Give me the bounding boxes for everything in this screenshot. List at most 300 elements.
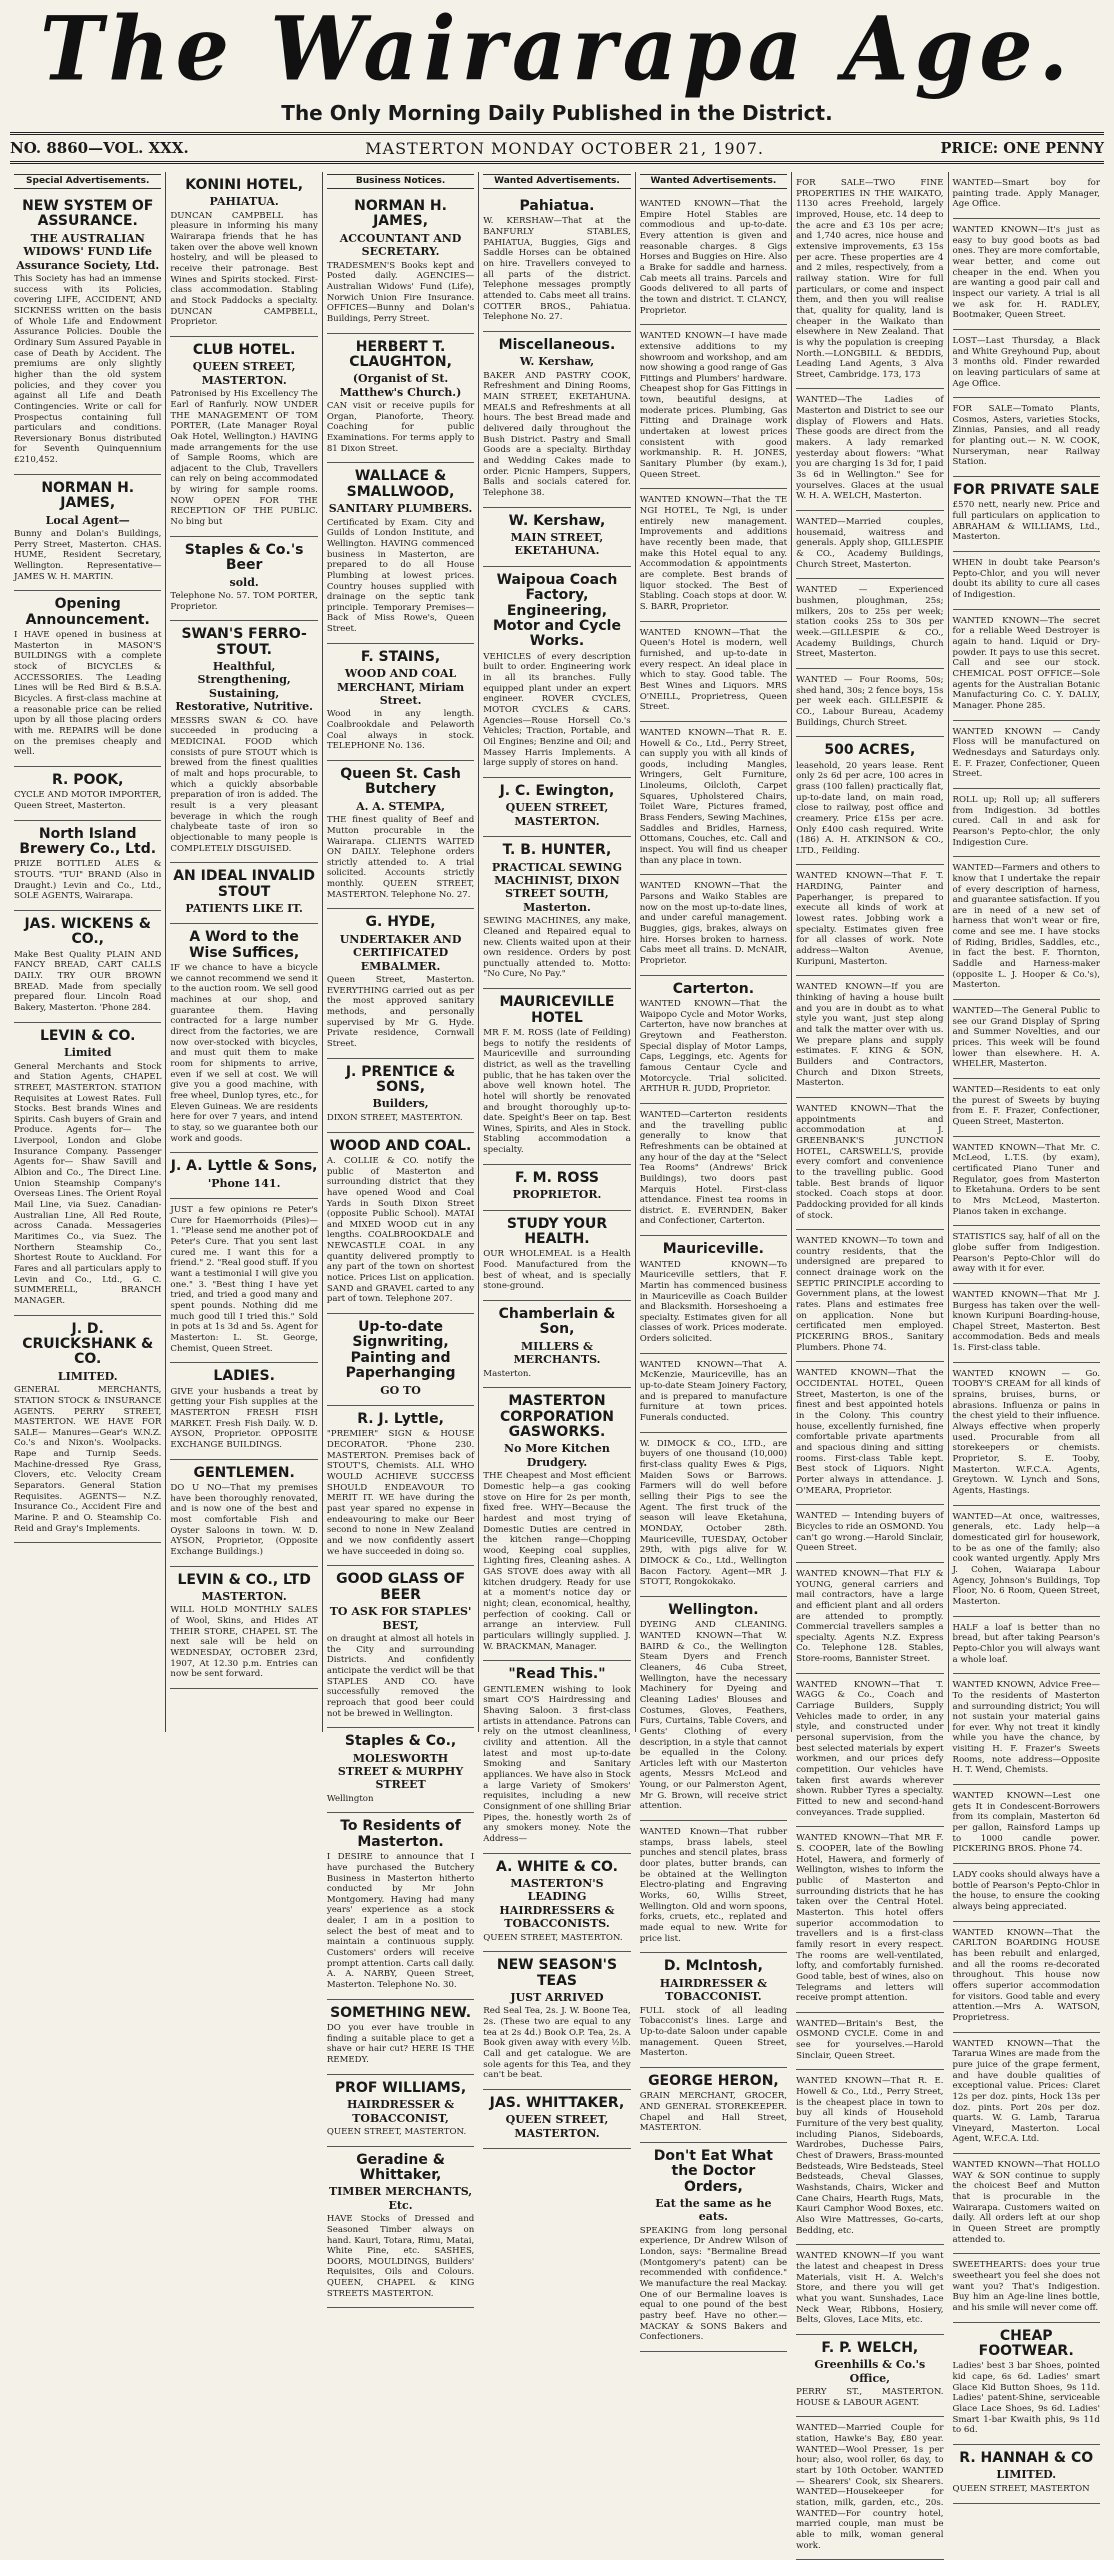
ad-body: MESSRS SWAN & CO. have succeeded in producing a MEDICINAL FOOD which consists of pure STOUT which is brewed from the finest qualities of malt and hops procurable, to which a quickly absorbable preparation of iron is added. The result is a very pleasant beverage in which the rough chalybeate taste of iron so objectionable to many people is COMPLETELY DISGUISED. <box>170 715 318 854</box>
ad-subheading: MOLESWORTH STREET & MURPHY STREET <box>337 1751 464 1792</box>
advertisement <box>796 669 943 737</box>
advertisement <box>483 1661 630 1853</box>
ad-heading: NORMAN H. JAMES, <box>354 197 447 230</box>
advertisement <box>953 789 1100 857</box>
ad-subheading: Local Agent— <box>45 513 130 527</box>
ad-body: WANTED KNOWN—Lest one gets It in Condescent-Borrowers from its complain, Masterton 6d per gallon, Rainsford Lamps up to 1000 candle power. PICKERING BROS. Phone 74. <box>952 1791 1100 1855</box>
advertisement <box>796 737 943 865</box>
ad-body: DUNCAN CAMPBELL has pleasure in informing his many Wairarapa friends that he has taken over the above well known hostelry, and will be pleased to receive their patronage. Best Wines and Spirits stocked. First-class accommodation. Stabling and Stock Paddocks a specialty. DUNCAN CAMPBELL, Proprietor. <box>170 210 318 328</box>
ad-body: Wellington <box>326 1793 374 1804</box>
ad-body: WANTED—Married couples, housemaid, waitress and generals. Apply shop, GILLESPIE & CO., Academy Buildings, Church Street, Masterton. <box>796 517 944 570</box>
advertisement <box>796 389 943 511</box>
ad-heading: Opening Announcement. <box>25 596 150 628</box>
ad-heading: J. A. Lyttle & Sons, <box>170 1158 318 1175</box>
advertisement <box>170 1567 317 1689</box>
ad-heading: Miscellaneous. <box>498 336 616 353</box>
ad-heading: LEVIN & CO. <box>40 1027 136 1044</box>
advertisement <box>483 193 630 332</box>
advertisement <box>953 1137 1100 1227</box>
columns-container <box>10 172 1104 2551</box>
newspaper-column <box>166 172 322 1732</box>
ad-subheading: SANITARY PLUMBERS. <box>328 502 473 516</box>
ad-body: MR F. M. ROSS (late of Feilding) begs to notify the residents of Mauriceville and surrounding district, as well as the travelling public, that he has taken over the above well known hotel. The hotel will shortly be renovated and brought thoroughly up-to-date. Speight's Beer on tap. Best Wines, Spirits, and Ales in Stock. Stabling accommodation a specialty. <box>483 1027 631 1156</box>
advertisement <box>796 1827 943 2013</box>
ad-body: WANTED—Married Couple for station, Hawke's Bay, £80 year. WANTED—Wool Presser, 1s per hour; also, wool roller, 6s day, to start by 10th October. WANTED — Shearers' Cook, six Shearers. WANTED—Housekeeper for station, milk, garden, etc., 20s. WANTED—For country hotel, married couple, man must be able to milk, woman general work. <box>796 2423 944 2551</box>
advertisement <box>14 193 161 475</box>
advertisement <box>483 1854 630 1953</box>
advertisement <box>327 1406 474 1566</box>
ad-body: OUR WHOLEMEAL is a Health Food. Manufactured from the best of wheat, and is specially stone-ground. <box>483 1249 631 1292</box>
ad-body: WANTED KNOWN—That A. McKenzie, Mauriceville, has an up-to-date Steam Joinery Factory, and is prepared to manufacture furniture at town prices. Funerals conducted. <box>639 1359 788 1424</box>
ad-subheading: LIMITED. <box>996 2468 1057 2482</box>
newspaper-column <box>636 172 792 2343</box>
advertisement <box>170 537 317 622</box>
issue-date: MASTERTON MONDAY OCTOBER 21, 1907. <box>365 138 764 158</box>
ad-body: WANTED KNOWN—That the OCCIDENTAL HOTEL, Queen Street, Masterton, is one of the finest and best appointed hotels in the Colony. This country house, excellently furnished, fine comfortable private apartments and spacious dining and sitting rooms. First-class Table kept. Best stock of Liquors. Night Porter always in attendance. J. O'MEARA, Proprietor. <box>796 1368 944 1496</box>
ad-subheading: Builders, <box>372 1097 429 1111</box>
ad-body: WANTED KNOWN—It's just as easy to buy good boots as bad ones. They are more comfortable, wear better, and come out cheaper in the end. When you are wanting a good pair call and inspect our variety. A trial is all we ask for. H. RADLEY, Bootmaker, Queen Street. <box>952 224 1100 321</box>
ad-heading: PROF WILLIAMS, <box>334 2079 467 2096</box>
ad-body: Bunny and Dolan's Buildings, Perry Street, Masterton. CHAS. HUME, Resident Secretary, Wellington. Representative— JAMES W. H. MARTIN. <box>14 528 162 582</box>
newspaper-column <box>323 172 479 2299</box>
ad-body: CYCLE AND MOTOR IMPORTER, Queen Street, Masterton. <box>14 790 162 811</box>
advertisement <box>483 1301 630 1388</box>
column-heading: Business Notices. <box>327 174 474 189</box>
advertisement <box>953 721 1100 789</box>
advertisement <box>327 644 474 761</box>
advertisement <box>14 475 161 591</box>
ad-body: WANTED KNOWN—That the Queen's Hotel is modern, well furnished, and up-to-date in every respect. An ideal place in which to stay. Good table. The Best Wines and Liquors. MRS O'NEILL, Proprietress, Queen Street. <box>639 627 788 713</box>
advertisement <box>953 219 1100 330</box>
advertisement <box>170 337 317 537</box>
ad-heading: LEVIN & CO., LTD <box>177 1571 311 1588</box>
ad-heading: Don't Eat What the Doctor Orders, <box>653 2147 773 2195</box>
newspaper-title: The Wairarapa Age. <box>39 0 1074 101</box>
ad-body: WANTED—Farmers and others to know that I undertake the repair of every description of harness, and guarantee satisfaction. If you are in need of a new set of harness that won't wear or fire, come and see me. I have stocks of Riding, Bridles, Saddles, etc., in fact the best. F. Thornton, Saddle and Harness-maker (opposite L. J. Hooper & Co.'s), Masterton. <box>952 863 1100 991</box>
ad-heading: "Read This." <box>508 1666 606 1683</box>
ad-heading: STUDY YOUR HEALTH. <box>506 1215 608 1247</box>
advertisement <box>953 610 1100 721</box>
ad-heading: A. WHITE & CO. <box>496 1858 618 1875</box>
ad-body: A. COLLIE & CO. notify the public of Masterton and surrounding district that they have opened Wood and Coal Yards in South Dixon Street (opposite Public School). MATAI and MIXED WOOD cut in any lengths. COALBROOKDALE and NEWCASTLE COAL in any quantity delivered promptly to any part of the town on shortest notice. Prices List on application. SAND and GRAVEL carted to any part of town. Telephone 207. <box>326 1155 475 1305</box>
advertisement <box>640 1953 787 2067</box>
advertisement <box>327 1314 474 1406</box>
ad-body: leasehold, 20 years lease. Rent only 2s 6d per acre, 100 acres in grass (100 fallen) practically flat, up-to-date land, on main road, close to railway, post office and creamery. Price £15s per acre. Only £400 cash required. Write (186) A. H. ATKINSON & CO., LTD., Feilding. <box>796 760 944 856</box>
ad-heading: A Word to the Wise Suffices, <box>189 929 300 961</box>
advertisement <box>640 722 787 876</box>
advertisement <box>640 1354 787 1433</box>
advertisement <box>327 463 474 643</box>
ad-body: Ladies' best 3 bar Shoes, pointed kid cape, 6s 6d. Ladies' smart Glace Kid Button Shoes, 9s 11d. Ladies' patent-Shine, serviceable Glace Lace Shoes, 9s 6d. Ladies' Smart 1-bar Kwaith phis, 9s 11d to 6d. <box>952 2361 1100 2436</box>
advertisement <box>953 552 1100 610</box>
ad-heading: MASTERTON CORPORATION GASWORKS. <box>499 1393 614 1441</box>
ad-body: WHEN in doubt take Pearson's Pepto-Chlor, and you will never doubt its ability to cure all cases of Indigestion. <box>952 558 1100 601</box>
ad-subheading: No More Kitchen Drudgery. <box>504 1442 610 1469</box>
ad-body: WANTED KNOWN—That the Waipopo Cycle and Motor Works, Carterton, have now branches at Greytown and Featherston. Special display of Motor Lamps, Caps, Leggings, etc. Agents for famous Centaur Cycle and Motorcycle. Trial solicited. ARTHUR R. JUDD, Proprietor. <box>639 999 788 1095</box>
ad-body: WANTED KNOWN—If you want the latest and cheapest in Dress Materials, visit H. A. Welch's Store, and there you will get what you want. Sunshades, Lace Neck Wear, Ribbons, Hosiery, Belts, Gloves, Lace Mits, etc. <box>796 2251 944 2326</box>
advertisement <box>953 1674 1100 1785</box>
ad-body: WANTED KNOWN—That FLY & YOUNG, general carriers and mail contractors, have a large and efficient plant and all orders are attended to promptly. Commercial travellers samples a specialty. Agents N.Z. Express Co. Telephone 128. Stables, Store-rooms, Bannister Street. <box>796 1568 944 1665</box>
ad-subheading: (Organist of St. Matthew's Church.) <box>339 372 462 399</box>
advertisement <box>796 511 943 579</box>
ad-subheading: A. A. STEMPA, <box>356 799 446 813</box>
advertisement <box>483 1388 630 1661</box>
ad-body: WANTED KNOWN—To Mauriceville settlers, that F. Martin has commenced business in Mauriceville as Coach Builder and Blacksmith. Horseshoeing a specialty. Estimates given for all classes of work. Prices moderate. Orders solicited. <box>639 1259 788 1345</box>
advertisement <box>640 2068 787 2143</box>
ad-heading: R. POOK, <box>51 771 124 788</box>
ad-heading: HERBERT T. CLAUGHTON, <box>349 338 452 370</box>
ad-subheading: HAIRDRESSER & TOBACCONIST, <box>346 2098 455 2125</box>
ad-body: Masterton. <box>483 1368 532 1379</box>
advertisement <box>796 1563 943 1674</box>
ad-body: WANTED KNOWN—That R. E. Howell & Co., Ltd., Perry Street, is the cheapest place in town to buy all kinds of Household Furniture of the very best quality, including Pianos, Sideboards, Wardrobes, Duchesse Pairs, Chest of Drawers, Brass-mounted Bedsteads, Wire Bedsteads, Steel Bedsteads, Cheval Glasses, Washstands, Chairs, Wicker and Cane Chairs, Hearth Rugs, Mats, Kauri Camphor Wood Boxes, etc. Also Wire Mattresses, Go-carts, Bedding, etc. <box>796 2076 944 2236</box>
advertisement <box>483 778 630 837</box>
ad-body: FOR SALE—TWO FINE PROPERTIES IN THE WAIKATO, 1130 acres Freehold, largely improved, House, etc. 14 deep to the acre and £3 10s per acre; and 1,740 acres, nice house and extensive improvements, £3 15s per acre. These properties are 4 and 2 miles, respectively, from a railway station. Wire for full particulars, or come and inspect them, and then you will realise that, quality for quality, land is cheaper in the Waikato than elsewhere in New Zealand. That is why the population is creeping North.—LONGBILL & BEDDIS, Leading Land Agents, 3 Alva Street, Cambridge. 173, 173 <box>796 178 944 380</box>
ad-subheading: Eat the same as he eats. <box>655 2197 772 2224</box>
ad-body: WANTED KNOWN—That T. WAGG & Co., Coach and Carriage Builders, Supply Vehicles made to order, in any style, and constructed under personal supervision, from the best selected materials by expert workmen, and our prices defy competition. Our vehicles have taken first awards wherever shown. Rubber Tyres a specialty. Fitted to new and second-hand conveyances. Trade supplied. <box>796 1679 944 1818</box>
advertisement <box>640 976 787 1104</box>
advertisement <box>483 1165 630 1211</box>
advertisement <box>640 2143 787 2352</box>
advertisement <box>483 332 630 508</box>
advertisement <box>327 193 474 334</box>
newspaper-column <box>949 172 1104 2494</box>
advertisement <box>953 1922 1100 2033</box>
ad-heading: GEORGE HERON, <box>648 2072 779 2089</box>
advertisement <box>640 1236 787 1354</box>
advertisement <box>796 172 943 389</box>
ad-body: FULL stock of all leading Tobacconist's lines. Large and Up-to-date Saloon under capable management. Queen Street, Masterton. <box>639 2005 788 2059</box>
ad-body: DO U NO—That my premises have been thoroughly renovated, and is now one of the best and most comfortable Fish and Oyster Saloons in town. W. D. AYSON, Proprietor, (Opposite Exchange Buildings.) <box>170 1483 318 1557</box>
ad-body: QUEEN STREET, MASTERTON. <box>326 2126 467 2137</box>
ad-body: I DESIRE to announce that I have purchased the Butchery Business in Masterton hitherto conducted by Mr John Montgomery. Having had many years' experience as a stock dealer, I am in a position to select the best of meat and to maintain a continuous supply. Customers' orders will receive prompt attention. Carts call daily. A. A. NARBY, Queen Street, Masterton. Telephone No. 30. <box>326 1852 475 1991</box>
advertisement <box>953 1506 1100 1617</box>
advertisement <box>953 1864 1100 1922</box>
ad-body: Red Seal Tea, 2s. J. W. Boone Tea, 2s. (These two are equal to any tea at 2s 4d.) Book O.P. Tea, 2s. A Book given away with every ½lb. Call and get catalogue. We are sole agents for this Tea, and they can't be beat. <box>483 2006 631 2081</box>
ad-body: WANTED Known—That rubber stamps, brass labels, steel punches and stencil plates, brass door plates, butter brands, can be obtained at the Wellington Electro-plating and Engraving Works, 60, Willis Street, Wellington. Old and worn spoons, forks, cruets, etc., replated and made equal to new. Write for price list. <box>639 1827 788 1944</box>
ad-subheading: UNDERTAKER AND CERTIFICATED EMBALMER. <box>339 932 462 973</box>
ad-heading: Staples & Co., <box>344 1733 457 1750</box>
dateline <box>10 132 1104 164</box>
advertisement <box>953 1000 1100 1079</box>
ad-subheading: MASTERTON'S LEADING HAIRDRESSERS & TOBACCONISTS. <box>499 1877 615 1931</box>
advertisement <box>170 1153 317 1199</box>
advertisement <box>327 909 474 1058</box>
ad-body: WANTED — Intending buyers of Bicycles to ride an OSMOND. You can't go wrong.—Harold Sinclair, Queen Street. <box>796 1511 944 1554</box>
ad-heading: Geradine & Whittaker, <box>356 2151 445 2183</box>
ad-heading: MAURICEVILLE HOTEL <box>499 994 615 1026</box>
ad-heading: North Island Brewery Co., Ltd. <box>19 825 157 857</box>
advertisement <box>953 172 1100 219</box>
ad-heading: F. M. ROSS <box>514 1169 599 1186</box>
ad-subheading: MASTERTON. <box>201 1590 287 1603</box>
advertisement <box>483 2090 630 2149</box>
advertisement <box>953 1363 1100 1506</box>
ad-body: WILL HOLD MONTHLY SALES of Wool, Skins, and Hides AT THEIR STORE, CHAPEL ST. The next sale will be held on WEDNESDAY, OCTOBER 23rd, 1907, At 12.30 p.m. Entries can now be sent forward. <box>170 1605 318 1680</box>
ad-body: DYEING AND CLEANING. WANTED KNOWN—That W. BAIRD & Co., the Wellington Steam Dyers and French Cleaners, 46 Cuba Street, Wellington, have the necessary Machinery for Dyeing and Cleaning Ladies' Blouses and Costumes, Gloves, Feathers, Furs, Curtains, Table Covers, and Gents' Clothing of every description, in a style that cannot be equalled in the Colony. Articles left with our Masterton agents, Messrs McLeod and Young, or our Palmerston Agent, Mr G. Brown, will receive strict attention. <box>639 1620 788 1812</box>
ad-body: JUST a few opinions re Peter's Cure for Haemorrhoids (Piles)— 1. "Please send me another pot of Peter's Cure. That you sent last cured me. I want this for a friend." 2. "Real good stuff. If you want a testimonial I will give you one." 3. "Best thing I have yet tried, and tried a good many and spent pounds. Nothing did me much good till I tried this." Sold in pots at 1s 3d and 5s. Agent for Masterton: L. St. George, Chemist, Queen Street. <box>170 1205 318 1354</box>
ad-body: "PREMIER" SIGN & HOUSE DECORATOR. 'Phone 230. MASTERTON. Premises back of STOUT'S, Chemists. ALL WHO WOULD ACHIEVE SUCCESS SHOULD ENDEAVOUR TO MERIT IT. WE have during the past year spared no expense in endeavouring to make our Beer second to none in New Zealand and we now confidently assert we have succeeded in doing so. <box>326 1429 475 1557</box>
ad-heading: NEW SEASON'S TEAS <box>496 1957 618 1989</box>
advertisement <box>327 2075 474 2147</box>
advertisement <box>953 2254 1100 2322</box>
advertisement <box>14 1316 161 1544</box>
advertisement <box>640 1821 787 1953</box>
advertisement <box>953 1785 1100 1864</box>
ad-heading: KONINI HOTEL, <box>185 177 304 193</box>
advertisement <box>796 2417 943 2560</box>
advertisement <box>640 1104 787 1236</box>
advertisement <box>327 2000 474 2075</box>
ad-subheading: PATIENTS LIKE IT. <box>185 901 303 915</box>
ad-body: WANTED KNOWN—That MR F. S. COOPER, late of the Bowling Hotel, Hawera, and formerly of Wellington, wishes to inform the public of Masterton and surrounding districts that he has taken over the Central Hotel. Masterton. This hotel offers superior accommodation to travellers and is a first-class family resort in every respect. The rooms are well-ventilated, lofty, and comfortably furnished. Good table, best of wines, also on Telegrams and letters will receive prompt attention. <box>796 1833 944 2004</box>
ad-heading: GOOD GLASS OF BEER <box>336 1571 466 1603</box>
ad-body: DO you ever have trouble in finding a suitable place to get a shave or hair cut? HERE IS THE REMEDY. <box>326 2023 475 2066</box>
ad-subheading: MAIN STREET, EKETAHUNA. <box>510 530 604 558</box>
advertisement <box>953 398 1100 477</box>
ad-body: PERRY ST., MASTERTON. HOUSE & LABOUR AGENT. <box>796 2387 944 2408</box>
ad-heading: SWAN'S FERRO-STOUT. <box>181 626 307 658</box>
ad-body: £570 nett, nearly new. Price and full particulars on application to ABRAHAM & WILLIAMS, Ltd., Masterton. <box>952 500 1100 543</box>
ad-body: WANTED KNOWN—That the Tararua Wines are made from the pure juice of the grape ferment, and have double qualities of exceptional value. Prices: Claret 12s per doz. pints, Hock 13s per doz. pints. Port 20s per doz. quarts. W. G. Lamb, Tararua Vineyard, Masterton. Local Agent, W.F.C.A. Ltd. <box>952 2038 1100 2145</box>
ad-heading: GENTLEMEN. <box>193 1464 295 1481</box>
ad-subheading: ACCOUNTANT AND SECRETARY. <box>339 231 462 259</box>
ad-heading: To Residents of Masterton. <box>340 1818 461 1850</box>
ad-body: GRAIN MERCHANT, GROCER, AND GENERAL STOREKEEPER. Chapel and Hall Street, MASTERTON. <box>639 2091 788 2134</box>
ad-body: WANTED—Britain's Best, the OSMOND CYCLE. Come in and see for yourselves.—Harold Sinclair, Queen Street. <box>796 2018 944 2061</box>
ad-subheading: 'Phone 141. <box>207 1176 281 1190</box>
ad-subheading: Healthful, Strengthening, Sustaining, Restorative, Nutritive. <box>175 660 313 714</box>
ad-body: WANTED KNOWN—That the Empire Hotel Stables are commodious and up-to-date. Every attention is given and reasonable charges. 8 Gigs Horses and Buggies on Hire. Also a Brake for saddle and harness. Cab meets all trains. Parcels and Goods delivered to all parts of the town and district. T. CLANCY, Proprietor. <box>639 198 788 316</box>
ad-body: WANTED KNOWN, Advice Free— To the residents of Masterton and surrounding district; You will not sustain your material gains for ever. Why not treat it kindly while you have the chance, by visiting H. F. Frazer's Sweets Rooms, note address—Opposite H. T. Wend, Chemists. <box>952 1680 1100 1776</box>
ad-body: W. DIMOCK & CO., LTD., are buyers of one thousand (10,000) first-class quality Ewes & Pigs, Maiden Sows or Barrows. Farmers will do well before selling their Pigs to see the Agent. The first truck of the season will leave Eketahuna, MONDAY, October 28th. Mauriceville, TUESDAY, October 29th, with pigs alive for W. DIMOCK & Co., Ltd., Wellington Bacon Factory. Agent—MR J. STOTT, Rongokokako. <box>639 1438 788 1588</box>
ad-body: WANTED KNOWN—To town and country residents, that the undersigned are prepared to connect drainage work on the SEPTIC PRINCIPLE according to Government plans, at the lowest rates. Plans and estimates free on application. None but certificated men employed. PICKERING BROS., Sanitary Plumbers. Phone 74. <box>796 1236 944 1353</box>
advertisement <box>796 1674 943 1828</box>
advertisement <box>953 1284 1100 1363</box>
advertisement <box>327 1133 474 1315</box>
ad-body: WANTED—The Ladies of Masterton and District to see our display of Flowers and Hats. These goods are direct from the makers. A lady remarked yesterday about flowers: "What you are charging 1s 3d for, I paid 3s 6d in Wellington." See for yourselves. Glaces at the usual W. H. A. WELCH, Masterton. <box>796 395 944 502</box>
ad-heading: Pahiatua. <box>519 197 595 214</box>
ad-body: WANTED—Carterton residents and the travelling public generally to know that Refreshments can be obtained at any hour of the day at the "Select Tea Rooms" (Andrews' Brick Buildings), two doors past Marquis Hotel. First-class attendance. Finest tea rooms in district. E. EVERNDEN, Baker and Confectioner, Carterton. <box>639 1109 788 1227</box>
ad-heading: 500 ACRES, <box>824 742 916 759</box>
advertisement <box>327 1566 474 1728</box>
ad-body: WANTED KNOWN—That the CARLTON BOARDING HOUSE has been rebuilt and enlarged, and all the rooms re-decorated throughout. This house now offers superior accommodation for visitors. Good table and every attention.—Mrs A. WATSON, Proprietress. <box>952 1927 1100 2023</box>
advertisement <box>483 508 630 567</box>
ad-heading: Mauriceville. <box>662 1241 764 1258</box>
ad-subheading: PAHIATUA. <box>209 195 279 209</box>
advertisement <box>796 579 943 669</box>
advertisement <box>796 1505 943 1563</box>
ad-body: WANTED KNOWN—That the TE NGI HOTEL, Te Ngi, is under entirely new management. Improvements and additions have recently been made, that make this Hotel equal to any. Accommodation & appointments are complete. Best brands of liquor stocked. The Best of Stabling. Coach stops at door. W. S. BARR, Proprietor. <box>639 495 788 612</box>
ad-body: General Merchants and Stock and Station Agents, CHAPEL STREET, MASTERTON. STATION Requisites at Lowest Rates. Full Stocks. Best brands Wines and Spirits. Cash buyers of Grain and Produce. Agents for— The Liverpool, London and Globe Insurance Company. Passenger Agents for— Shaw Savill and Albion and Co., The Direct Line. Union Steamship Company's Overseas Lines. The Orient Royal Mail Line, via Suez. Canadian-Australian Line, All Red Route, across Canada. Messageries Maritimes Co., via Suez. The Northern Steamship Co., Shortest Route to Auckland. For Fares and all particulars apply to Levin and Co., Ltd., G. C. SUMMERELL, BRANCH MANAGER. <box>14 1061 162 1306</box>
ad-body: QUEEN STREET, MASTERTON. <box>483 1932 623 1943</box>
ad-heading: J. PRENTICE & SONS, <box>345 1063 456 1096</box>
ad-subheading: GO TO <box>380 1383 421 1397</box>
ad-body: WANTED KNOWN—That Mr J. Burgess has taken over the well-known Kuripuni Boarding-house, Chapel Street, Masterton. Best accommodation. Beds and meals 1s. First-class table. <box>952 1289 1100 1354</box>
advertisement <box>170 172 317 337</box>
ad-body: WANTED—Smart boy for painting trade. Apply Manager, Age Office. <box>952 178 1100 210</box>
ad-body: HAVE Stocks of Dressed and Seasoned Timber always on hand. Kauri, Totara, Rimu, Matai, White Pine, etc. SASHES, DOORS, MOULDINGS, Builders' Requisites, Oils and Colours. QUEEN, CHAPEL & KING STREETS MASTERTON. <box>326 2214 475 2299</box>
ad-heading: SOMETHING NEW. <box>330 2004 472 2021</box>
masthead <box>0 0 1114 101</box>
advertisement <box>953 477 1100 552</box>
ad-body: STATISTICS say, half of all on the globe suffer from Indigestion. Pearson's Pepto-Chlor will do away with it for ever. <box>952 1232 1100 1275</box>
ad-body: LOST—Last Thursday, a Black and White Greyhound Pup, about 3 months old. Finder rewarded on leaving particulars of same at Age Office. <box>952 335 1100 389</box>
ad-heading: WALLACE & SMALLWOOD, <box>346 468 455 500</box>
advertisement <box>953 2033 1100 2155</box>
advertisement <box>170 1199 317 1363</box>
advertisement <box>640 193 787 325</box>
column-heading: Wanted Advertisements. <box>640 174 787 189</box>
advertisement <box>953 330 1100 398</box>
ad-subheading: QUEEN STREET, MASTERTON. <box>505 801 609 828</box>
issue-number: NO. 8860—VOL. XXX. <box>10 139 189 157</box>
ad-body: THE finest quality of Beef and Mutton procurable in the Wairarapa. CLIENTS WAITED ON DAILY. Telephone orders strictly attended to. A trial solicited. Accounts strictly monthly. QUEEN STREET, MASTERTON. Telephone No. 27. <box>326 815 475 900</box>
ad-heading: LADIES. <box>213 1368 275 1385</box>
advertisement <box>14 1023 161 1316</box>
advertisement <box>796 976 943 1098</box>
ad-heading: Waipoua Coach Factory, Engineering, Motor and Cycle Works. <box>493 571 621 650</box>
ad-body: Patronised by His Excellency The Earl of Ranfurly. NOW UNDER THE MANAGEMENT OF TOM PORTER, (Late Manager Royal Oak Hotel, Wellington.) HAVING made arrangements for the use of Sample Rooms, which are adjacent to the Club, Travellers can rely on being accommodated by wiring for sample rooms. NOW OPEN FOR THE RECEPTION OF THE PUBLIC. No bing but <box>170 389 318 528</box>
ad-subheading: MILLERS & MERCHANTS. <box>513 1339 601 1367</box>
advertisement <box>953 857 1100 1000</box>
ad-heading: T. B. HUNTER, <box>502 842 612 859</box>
ad-body: PRIZE BOTTLED ALES & STOUTS. "TUI" BRAND (Also in Draught.) Levin and Co., Ltd., SOLE AGENTS, Wairarapa. <box>14 859 162 902</box>
advertisement <box>327 761 474 909</box>
ad-body: WANTED KNOWN—That HOLLO WAY & SON continue to supply the choicest Beef and Mutton that is procurable in the Wairarapa. Customers waited on daily. All orders left at our shop in Queen Street are promptly attended to. <box>952 2160 1100 2245</box>
advertisement <box>640 875 787 975</box>
issue-price: PRICE: ONE PENNY <box>940 139 1104 157</box>
advertisement <box>483 567 630 778</box>
advertisement <box>796 1362 943 1505</box>
ad-body: WANTED — Experienced bushmen, ploughman, 25s; milkers, 20s to 25s per week; station cooks 25s to 30s per week.—GILLESPIE & CO., Academy Buildings, Church Street, Masterton. <box>796 585 944 660</box>
advertisement <box>640 1433 787 1597</box>
advertisement <box>170 863 317 924</box>
ad-heading: FOR PRIVATE SALE <box>953 482 1100 499</box>
ad-body: GENTLEMEN wishing to look smart CO'S Hairdressing and Shaving Saloon. 3 first-class artists in attendance. Patrons can rely on the utmost cleanliness, civility and attention. All the latest and most up-to-date Smoking and Sanitary appliances. We have also in Stock a large Variety of Smokers' requisites, including a new Consignment of one shilling Briar Pipes, the. honestly worth 2s of any smokers money. Note the Address— <box>483 1684 631 1844</box>
advertisement <box>14 821 161 911</box>
ad-heading: Wellington. <box>668 1601 759 1618</box>
ad-body: Wood in any length. Coalbrookdale and Pelaworth Coal always in stock. TELEPHONE No. 136. <box>326 709 475 752</box>
advertisement <box>953 1226 1100 1284</box>
ad-subheading: PROPRIETOR. <box>512 1188 602 1202</box>
ad-subheading: TO ASK FOR STAPLES' BEST, <box>329 1605 472 1632</box>
ad-body: GENERAL MERCHANTS, STATION STOCK & INSURANCE AGENTS. PERRY STREET, MASTERTON. WE HAVE FOR SALE— Manures—Gear's W.N.Z. Co.'s and Nixon's. Woolpacks. Rape and Turnip Seeds. Machine-dressed Rye Grass, Clovers, etc. Velocity Cream Separators. General Station Requisites. AGENTS— N.Z. Insurance Co., Accident Fire and Marine. P. and O. Steamship Co. Reid and Gray's Implements. <box>14 1385 162 1534</box>
ad-heading: NEW SYSTEM OF ASSURANCE. <box>22 197 154 230</box>
ad-body: WANTED KNOWN — Go. TOOBY'S CREAM for all kinds of sprains, bruises, burns, or abrasions. Influenza or pains in the chest yield to their influence. Always effective when properly used. Procurable from all storekeepers or chemists. Proprietor, S. E. Tooby, Masterton. W.F.C.A. Agents, Greytown. W. Lynch and Sons, Agents, Hastings. <box>952 1368 1100 1497</box>
advertisement <box>327 334 474 464</box>
advertisement <box>483 1952 630 2090</box>
ad-body: Make Best Quality PLAIN AND FANCY BREAD, CART CALLS DAILY. TRY OUR BROWN BREAD. Made from specially prepared flour. Lincoln Road Bakery, Masterton. 'Phone 284. <box>14 949 162 1014</box>
ad-body: LADY cooks should always have a bottle of Pearson's Pepto-Chlor in the house, to ensure the cooking always being appreciated. <box>952 1870 1100 1913</box>
ad-heading: D. McIntosh, <box>663 1958 763 1975</box>
ad-subheading: WOOD AND COAL MERCHANT, Miriam Street. <box>336 667 465 707</box>
ad-subheading: QUEEN STREET, MASTERTON. <box>192 360 296 387</box>
ad-body: W. KERSHAW—That at the BANFURLY STABLES, PAHIATUA, Buggies, Gigs and Saddle Horses can be obtained on hire. Travellers conveyed to all parts of the district. Telephone messages promptly attended to. Cabs meet all trains. COTTER BROS., Pahiatua. Telephone No. 27. <box>483 216 631 323</box>
advertisement <box>327 1813 474 1999</box>
ad-subheading: QUEEN STREET, MASTERTON. <box>505 2113 609 2140</box>
ad-body: WANTED—The General Public to see our Grand Display of Spring and Summer Novelties, and our prices. This week will be found lower than elsewhere. H. A. WHELER, Masterton. <box>952 1006 1100 1070</box>
ad-heading: R. J. Lyttle, <box>357 1411 444 1428</box>
ad-heading: F. STAINS, <box>360 648 441 665</box>
ad-heading: JAS. WHITTAKER, <box>489 2095 625 2112</box>
ad-body: WANTED KNOWN—I have made extensive additions to my showroom and workshop, and am now showing a good range of Gas Fittings and Plumbers' hardware. Cheapest shop for Gas Fittings in town, beautiful designs, at moderate prices. Plumbing, Gas Fitting and Drainage work undertaken at lowest prices consistent with good workmanship. R. H. JONES, Sanitary Plumber (by exam.), Queen Street. <box>639 331 788 480</box>
ad-subheading: Limited <box>63 1046 112 1060</box>
ad-body: SWEETHEARTS: does your true sweetheart you feel she does not want you? That's Indigestion. Buy him an Age-line lines bottle, and his smile will never come off. <box>952 2260 1100 2314</box>
advertisement <box>170 924 317 1153</box>
advertisement <box>327 2147 474 2309</box>
ad-body: SEWING MACHINES, any make, Cleaned and Repaired equal to new. Clients waited upon at their own residence. Orders by post punctually attended to. Motto: "No Cure, No Pay." <box>483 916 631 980</box>
ad-body: WANTED—Residents to eat only the purest of Sweets by buying from E. F. Frazer, Confectioner, Queen Street, Masterton. <box>952 1085 1100 1127</box>
advertisement <box>796 2013 943 2071</box>
ad-body: CAN visit or receive pupils for Organ, Pianoforte, Theory. Coaching for public Examinations. For terms apply to 81 Dixon Street. <box>326 401 475 454</box>
advertisement <box>327 1728 474 1813</box>
advertisement <box>796 2070 943 2245</box>
ad-body: WANTED KNOWN—That F. T. HARDING, Painter and Paperhanger, is prepared to execute all kinds of work at lowest rates. Jobbing work a specialty. Estimates given free for all classes of work. Note address—Walton Avenue, Kuripuni, Masterton. <box>796 871 944 967</box>
newspaper-column <box>792 172 948 2551</box>
advertisement <box>327 1059 474 1133</box>
ad-heading: AN IDEAL INVALID STOUT <box>173 868 316 900</box>
ad-body: VEHICLES of every description built to order. Engineering work in all its branches. Fully equipped plant under an expert engineer. ROVER CYCLES, MOTOR CYCLES & CARS. Agencies—Rouse Horsell Co.'s Vehicles; Traction, Portable, and Oil Engines; Benzine and Oil; and Massey Harris Implements. A large supply of stores on hand. <box>483 651 631 769</box>
ad-body: This Society has had an immense success with its Policies, covering LIFE, ACCIDENT, AND SICKNESS written on the basis of Whole Life and Endowment Assurance Policies. Double the Ordinary Sum Assured Payable in case of Death by Accident. The premiums are only slightly higher than the old system policies, and they cover you against all Life and Death Contingencies. Write or call for Prospectus containing full particulars and conditions. Reversionary Bonus distributed for Seventh Quinquennium £210,452. <box>14 273 162 466</box>
advertisement <box>796 1098 943 1230</box>
ad-subheading: THE AUSTRALIAN WIDOWS' FUND Life Assurance Society, Ltd. <box>16 231 160 272</box>
ad-body: ROLL up; Roll up; all sufferers from Indigestion. 3d bottles cured. Call in and ask for Pearson's Pepto-chlor, the only Indigestion Cure. <box>952 794 1100 848</box>
advertisement <box>640 325 787 489</box>
ad-body: DIXON STREET, MASTERTON. <box>326 1112 463 1123</box>
advertisement <box>170 621 317 863</box>
ad-heading: Carterton. <box>672 980 755 997</box>
advertisement <box>170 1363 317 1459</box>
advertisement <box>953 2154 1100 2254</box>
ad-heading: Chamberlain & Son, <box>498 1305 616 1338</box>
ad-heading: NORMAN H. JAMES, <box>41 479 135 512</box>
advertisement <box>640 489 787 621</box>
ad-body: WANTED KNOWN—If you are thinking of having a house built and you are in doubt as to what style you want, just step along and talk the matter over with us. We prepare plans and supply estimates. F. KING & SON, Builders and Contractors, Church and Dixon Streets, Masterton. <box>796 982 944 1089</box>
newspaper-column <box>10 172 166 1732</box>
ad-heading: R. HANNAH & CO <box>959 2450 1094 2467</box>
tagline: The Only Morning Daily Published in the District. <box>281 101 833 125</box>
advertisement <box>640 1597 787 1821</box>
advertisement <box>640 622 787 722</box>
column-heading: Wanted Advertisements. <box>483 174 630 189</box>
ad-subheading: PRACTICAL SEWING MACHINIST, DIXON STREET SOUTH, Masterton. <box>491 860 623 914</box>
ad-body: THE Cheapest and Most efficient Domestic help—a gas cooking stove on Hire for 2s per month, fixed free. WHY—Because the hardest and most trying of Domestic Duties are centred in the kitchen range—Chopping wood, Keeping coal supplies, Lighting fires, Cleaning ashes. A GAS STOVE does away with all kitchen drudgery. Ready for use at a moment's notice day or night; clean, economical, healthy, perfection of cooking. Call or arrange an interview. Full particulars willingly supplied. J. W. BRACKMAN, Manager. <box>483 1471 631 1652</box>
advertisement <box>483 837 630 989</box>
ad-body: HALF a loaf is better than no bread, but after taking Pearson's Pepto-Chlor you will always want a whole loaf. <box>952 1622 1100 1665</box>
ad-heading: J. C. Ewington, <box>499 782 615 799</box>
ad-body: WANTED — Four Rooms, 50s; shed hand, 30s; 2 fence boys, 15s per week each. GILLESPIE & CO., Labour Bureau, Academy Buildings, Church Street. <box>796 674 944 728</box>
advertisement <box>483 1211 630 1301</box>
ad-subheading: TIMBER MERCHANTS, Etc. <box>328 2185 473 2212</box>
ad-body: WANTED—At once, waitresses, generals, etc. Lady help—a domesticated girl for housework, to be as one of the family; also cook wanted urgently. Apply Mrs J. Cohen, Waiarapa Labour Agency, Johnson's Buildings, Top Floor, No. 6 Room, Queen Street, Masterton. <box>952 1511 1100 1607</box>
ad-heading: JAS. WICKENS & CO., <box>24 916 151 948</box>
ad-heading: Queen St. Cash Butchery <box>340 766 461 798</box>
ad-body: IF we chance to have a bicycle we cannot recommend we send it to the auction room. We sell good machines at our shop, and guarantee them. Having contracted for a large number direct from the factories, we are now over-stocked with bicycles, and must quit them to make room for shipments to arrive, even if we sell at cost. We will give you a good machine, with free wheel, Dunlop tyres, etc., for Eleven Guineas. We are residents here for over 7 years, and intend to stay, so we guarantee both our work and goods. <box>170 963 318 1144</box>
ad-subheading: HAIRDRESSER & TOBACCONIST. <box>659 1976 767 2004</box>
ad-body: Telephone No. 57. TOM PORTER, Proprietor. <box>170 590 318 612</box>
ad-body: I HAVE opened in business at Masterton in MASON'S BUILDINGS with a complete stock of BICYCLES & ACCESSORIES. The Leading Lines will be Red Bird & B.S.A. Bicycles. A first-class machine at a reasonable price can be relied upon by all those placing orders with me. REPAIRS will be done on the premises cheaply and well. <box>14 630 162 758</box>
ad-body: WANTED KNOWN—That R. E. Howell & Co., Ltd., Perry Street, can supply you with all kinds of goods, including Mangles, Wringers, Gelt Furniture, Linoleums, Oilcloth, Carpet Squares, Upholstered Chairs, Toilet Ware, Pictures framed, Brass Fenders, Sewing Machines, Saddles and Bridles, Harness, Ottomans, Couches, etc. Call and inspect. You will find us cheaper than any place in town. <box>639 727 788 866</box>
ad-heading: J. D. CRUICKSHANK & CO. <box>22 1320 154 1368</box>
ad-subheading: LIMITED. <box>57 1369 118 1383</box>
ad-subheading: W. Kershaw, <box>519 355 595 369</box>
ad-body: TRADESMEN'S Books kept and Posted daily. AGENCIES—Australian Widows' Fund (Life), Norwich Union Fire Insurance. OFFICES—Bunny and Dolan's Buildings, Perry Street. <box>326 260 475 324</box>
advertisement <box>953 1079 1100 1137</box>
newspaper-column <box>479 172 635 2140</box>
advertisement <box>796 1230 943 1362</box>
ad-heading: CLUB HOTEL. <box>192 342 296 359</box>
